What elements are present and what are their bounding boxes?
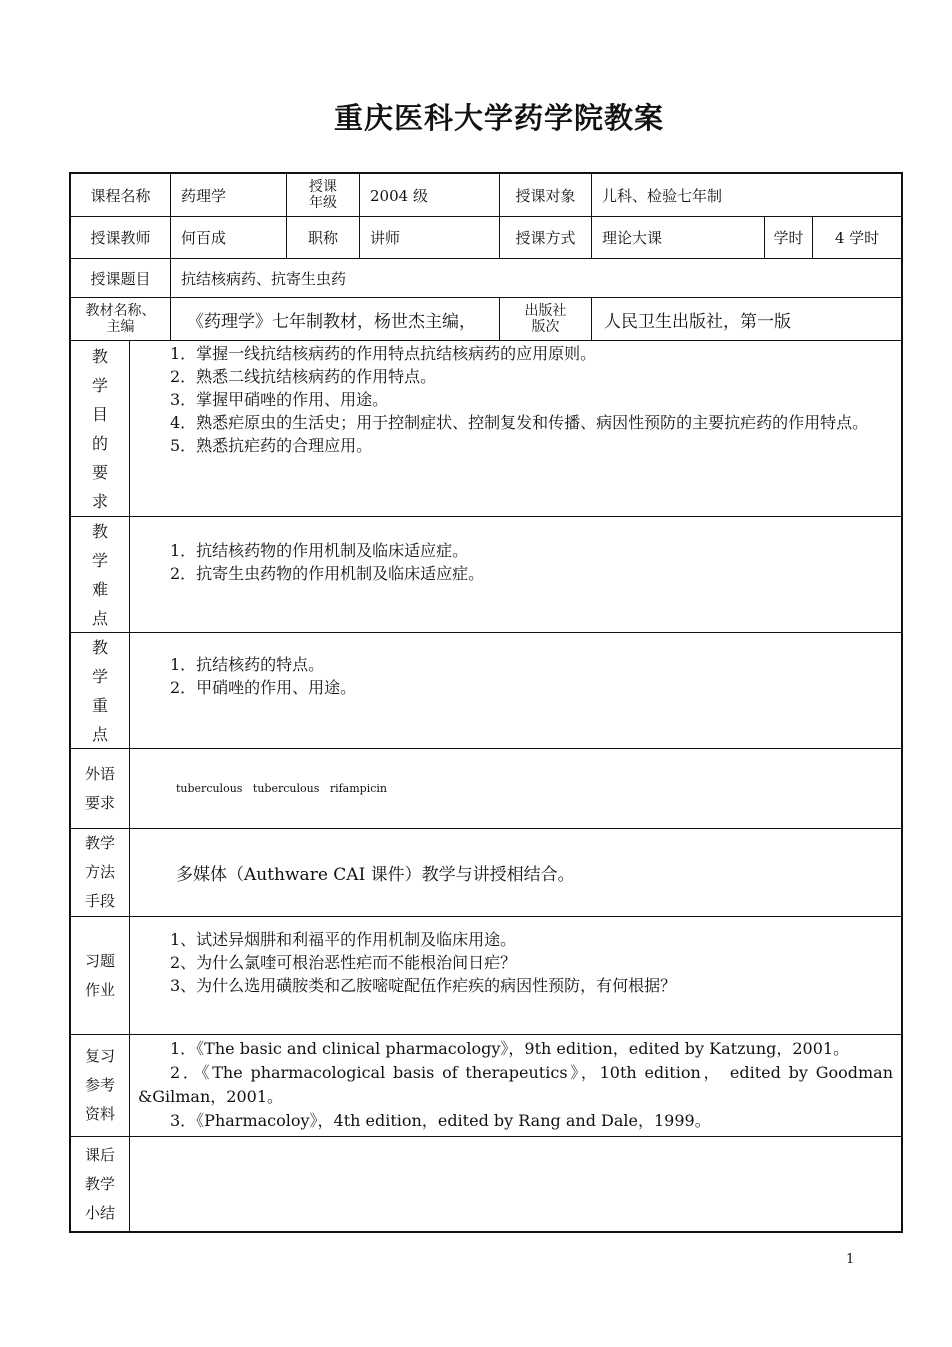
homework-label-line: 作业: [84, 980, 115, 999]
objectives-label-char: 的: [91, 433, 108, 453]
difficulties-label-char: 教: [91, 521, 108, 541]
publisher-label-line2: 版次: [531, 319, 560, 335]
key-points-label-char: 学: [91, 666, 108, 686]
references-label-line: 资料: [84, 1105, 115, 1123]
teaching-mode-label: 授课方式: [499, 217, 591, 258]
objectives-label-char: 目: [91, 404, 108, 424]
course-name-value: 药理学: [170, 174, 286, 216]
difficulties-label-char: 点: [91, 608, 108, 628]
objectives-row: [69, 340, 903, 516]
list-item: 3．掌握甲硝唑的作用、用途。: [170, 390, 389, 409]
list-item: 1．掌握一线抗结核病药的作用特点抗结核病药的应用原则。: [170, 344, 597, 363]
course-info-row: [69, 172, 903, 216]
list-item: 1．抗结核药物的作用机制及临床适应症。: [170, 541, 469, 560]
summary-row: [69, 1136, 903, 1233]
objectives-content: [129, 341, 901, 516]
teacher-label: 授课教师: [90, 229, 151, 247]
job-title-label: 职称: [286, 217, 359, 258]
hours-label: 学时: [764, 217, 812, 258]
difficulties-label-char: 学: [91, 550, 108, 570]
teaching-method-value: 多媒体（Authware CAI 课件）教学与讲授相结合。: [129, 829, 901, 916]
key-points-label-char: 点: [91, 724, 108, 744]
textbook-value: 《药理学》七年制教材，杨世杰主编，: [170, 298, 499, 340]
list-item: 2．抗寄生虫药物的作用机制及临床适应症。: [170, 564, 485, 583]
homework-label: [71, 917, 129, 1034]
homework-label-line: 习题: [84, 951, 115, 970]
key-points-content: [129, 633, 901, 748]
objectives-label-char: 教: [91, 346, 108, 366]
objectives-label: [71, 341, 129, 516]
course-name-label: 课程名称: [90, 186, 151, 205]
key-points-label-char: 教: [91, 637, 108, 657]
textbook-label-line1: 教材名称、: [85, 303, 156, 319]
references-content: [129, 1035, 901, 1136]
list-item: 3．《Pharmacoloy》，4th edition，edited by Rang and Dale，1999。: [170, 1111, 711, 1130]
publisher-label: [499, 298, 591, 340]
list-item: 1．《The basic and clinical pharmacology》，9th edition，edited by Katzung，2001。: [170, 1039, 850, 1058]
grade-label-line1: 授课: [309, 179, 337, 195]
references-row: [69, 1034, 903, 1136]
foreign-language-terms: tuberculous tuberculous rifampicin: [129, 749, 901, 828]
key-points-label-char: 重: [91, 695, 108, 715]
audience-label: 授课对象: [499, 174, 591, 216]
publisher-value: 人民卫生出版社，第一版: [591, 298, 901, 340]
list-item: 1．抗结核药的特点。: [170, 655, 325, 674]
textbook-label-line2: 主编: [106, 319, 135, 335]
difficulties-row: [69, 516, 903, 632]
publisher-label-line1: 出版社: [524, 303, 567, 319]
grade-value: 2004 级: [359, 174, 499, 216]
list-item: 1、试述异烟肼和利福平的作用机制及临床用途。: [170, 930, 517, 949]
difficulties-label-char: 难: [91, 579, 108, 599]
audience-value: 儿科、检验七年制: [591, 174, 901, 216]
textbook-row: [69, 297, 903, 340]
foreign-language-label: [71, 749, 129, 828]
references-label-line: 复习: [84, 1047, 115, 1065]
grade-label: [286, 174, 359, 216]
teaching-method-label-line: 教学: [84, 834, 115, 852]
teaching-method-label-line: 方法: [84, 863, 115, 881]
topic-value: 抗结核病药、抗寄生虫药: [170, 259, 901, 297]
list-item: 2．甲硝唑的作用、用途。: [170, 678, 357, 697]
teacher-info-row: [69, 216, 903, 258]
objectives-label-char: 求: [91, 491, 108, 511]
topic-row: [69, 258, 903, 297]
objectives-label-char: 要: [91, 462, 108, 482]
homework-content: [129, 917, 901, 1034]
summary-label-line: 小结: [84, 1203, 115, 1222]
homework-row: [69, 916, 903, 1034]
summary-label-line: 课后: [84, 1145, 115, 1164]
hours-value: 4 学时: [812, 217, 901, 258]
page-number: 1: [846, 1252, 855, 1267]
list-item: 2．《The pharmacological basis of therapeutics》，10th edition， edited by Goodman &Gilman，2001。: [138, 1063, 893, 1106]
summary-content: [129, 1137, 901, 1231]
foreign-language-label-line: 要求: [84, 793, 115, 812]
grade-label-line2: 年级: [309, 195, 337, 211]
topic-label: 授课题目: [90, 269, 151, 288]
references-label: [71, 1035, 129, 1136]
teaching-method-label: [71, 829, 129, 916]
key-points-label: [71, 633, 129, 748]
difficulties-content: [129, 517, 901, 632]
objectives-label-char: 学: [91, 375, 108, 395]
textbook-label: [71, 298, 170, 340]
job-title-value: 讲师: [359, 217, 499, 258]
teaching-mode-value: 理论大课: [591, 217, 764, 258]
list-item: 2．熟悉二线抗结核病药的作用特点。: [170, 367, 437, 386]
teacher-value: 何百成: [170, 217, 286, 258]
list-item: 2、为什么氯喹可根治恶性疟而不能根治间日疟？: [170, 953, 517, 972]
list-item: 5．熟悉抗疟药的合理应用。: [170, 436, 373, 455]
foreign-language-row: [69, 748, 903, 828]
page-title: 重庆医科大学药学院教案: [333, 101, 664, 135]
list-item: 4．熟悉疟原虫的生活史；用于控制症状、控制复发和传播、病因性预防的主要抗疟药的作用特点。: [170, 413, 869, 432]
teaching-method-row: [69, 828, 903, 916]
foreign-language-label-line: 外语: [84, 764, 115, 783]
summary-label-line: 教学: [84, 1174, 115, 1193]
key-points-row: [69, 632, 903, 748]
difficulties-label: [71, 517, 129, 632]
teaching-method-label-line: 手段: [84, 892, 115, 910]
list-item: 3、为什么选用磺胺类和乙胺嘧啶配伍作疟疾的病因性预防，有何根据？: [170, 976, 677, 995]
summary-label: [71, 1137, 129, 1231]
references-label-line: 参考: [84, 1076, 115, 1094]
